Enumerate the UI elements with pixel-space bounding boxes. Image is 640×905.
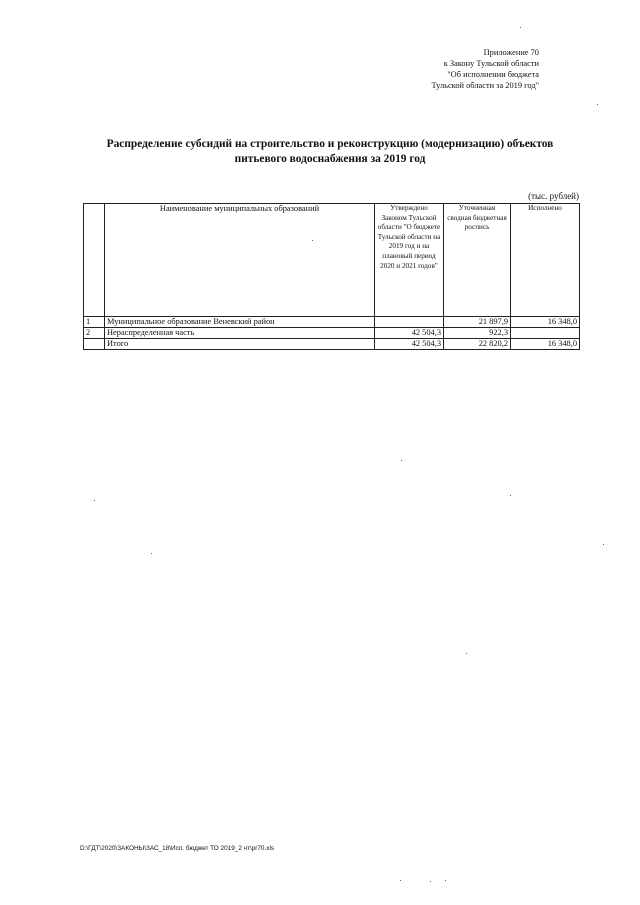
row-refined: 21 897,9 (444, 317, 511, 328)
header-refined: Уточненная сводная бюджетная роспись (444, 204, 511, 317)
scan-speck (94, 500, 95, 501)
row-executed (511, 328, 580, 339)
appendix-note (431, 47, 539, 91)
row-approved: 42 504,3 (375, 328, 444, 339)
appendix-line: Тульской области за 2019 год" (431, 81, 539, 90)
scan-speck (312, 240, 313, 241)
title-line: Распределение субсидий на строительство и реконструкцию (модернизацию) объектов (106, 138, 554, 150)
header-num-cell (84, 204, 105, 317)
scan-speck (430, 881, 431, 882)
table-total-row (84, 339, 580, 350)
row-name: Муниципальное образование Веневский район (105, 317, 375, 328)
row-name: Нераспределенная часть (105, 328, 375, 339)
row-refined: 922,3 (444, 328, 511, 339)
scan-speck (520, 27, 521, 28)
row-number: 1 (84, 317, 105, 328)
appendix-line: Приложение 70 (483, 48, 539, 57)
scan-speck (400, 880, 401, 881)
row-refined: 22 820,2 (444, 339, 511, 350)
file-path-footer: D:\ГДТ\2020\ЗАКОНЫ\ЗАС_18\Исп. бюджет ТО 2019_2 чт\pr70.xls (80, 845, 275, 852)
title-line: питьевого водоснабжения за 2019 год (234, 153, 426, 165)
row-executed: 16 348,0 (511, 339, 580, 350)
header-executed: Исполнено (511, 204, 580, 317)
scan-speck (603, 544, 604, 545)
table-row (84, 317, 580, 328)
scan-speck (151, 553, 152, 554)
scan-speck (445, 880, 446, 881)
appendix-line: "Об исполнении бюджета (447, 70, 539, 79)
units-label: (тыс. рублей) (528, 191, 579, 201)
row-name: Итого (105, 339, 375, 350)
row-approved: 42 504,3 (375, 339, 444, 350)
scan-speck (466, 653, 467, 654)
header-name: Наименование муниципальных образований (105, 204, 375, 317)
appendix-line: к Закону Тульской области (443, 59, 539, 68)
header-approved: Утверждено Законом Тульской области "О бюджете Тульской области на 2019 год и на плановый период 2020 и 2021 годов" (375, 204, 444, 317)
document-title (60, 137, 600, 167)
row-number: 2 (84, 328, 105, 339)
table-row (84, 328, 580, 339)
scan-speck (401, 460, 402, 461)
row-number (84, 339, 105, 350)
row-approved (375, 317, 444, 328)
subsidy-table (83, 203, 580, 350)
row-executed: 16 348,0 (511, 317, 580, 328)
table-header-row (84, 204, 580, 317)
scan-speck (597, 104, 598, 105)
scan-speck (510, 495, 511, 496)
